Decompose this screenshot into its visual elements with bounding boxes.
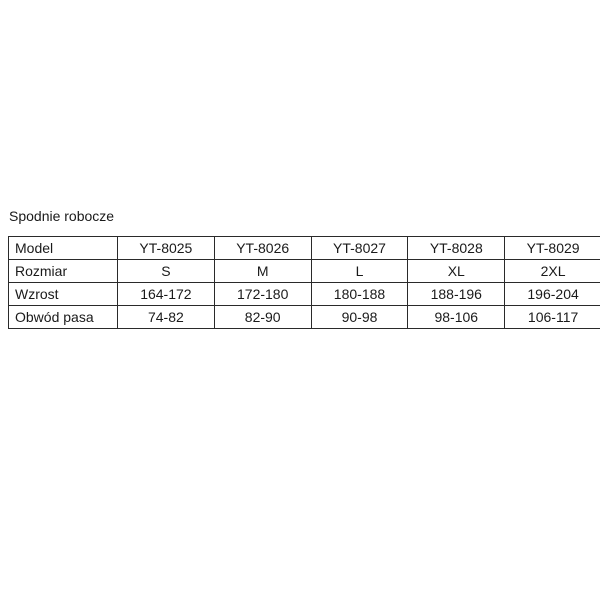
- table-caption: Spodnie robocze: [9, 208, 115, 224]
- table-cell: 90-98: [311, 306, 408, 329]
- table-cell: YT-8027: [311, 237, 408, 260]
- row-label-model: Model: [9, 237, 118, 260]
- row-label-waist: Obwód pasa: [9, 306, 118, 329]
- table-cell: 172-180: [214, 283, 311, 306]
- table-cell: 2XL: [505, 260, 600, 283]
- table-cell: 164-172: [118, 283, 215, 306]
- size-table: [8, 236, 600, 329]
- table-row-waist: [9, 306, 600, 329]
- table-row-height: [9, 283, 600, 306]
- table-cell: 98-106: [408, 306, 505, 329]
- table-cell: YT-8028: [408, 237, 505, 260]
- table-row-size: [9, 260, 600, 283]
- table-cell: S: [118, 260, 215, 283]
- table-cell: L: [311, 260, 408, 283]
- table-cell: 74-82: [118, 306, 215, 329]
- row-label-height: Wzrost: [9, 283, 118, 306]
- table-row-model: [9, 237, 600, 260]
- table-cell: YT-8025: [118, 237, 215, 260]
- table-cell: M: [214, 260, 311, 283]
- table-cell: YT-8029: [505, 237, 600, 260]
- table-cell: YT-8026: [214, 237, 311, 260]
- table-cell: 106-117: [505, 306, 600, 329]
- row-label-size: Rozmiar: [9, 260, 118, 283]
- table-cell: 188-196: [408, 283, 505, 306]
- table-cell: 196-204: [505, 283, 600, 306]
- table-cell: 180-188: [311, 283, 408, 306]
- table-cell: 82-90: [214, 306, 311, 329]
- table-cell: XL: [408, 260, 505, 283]
